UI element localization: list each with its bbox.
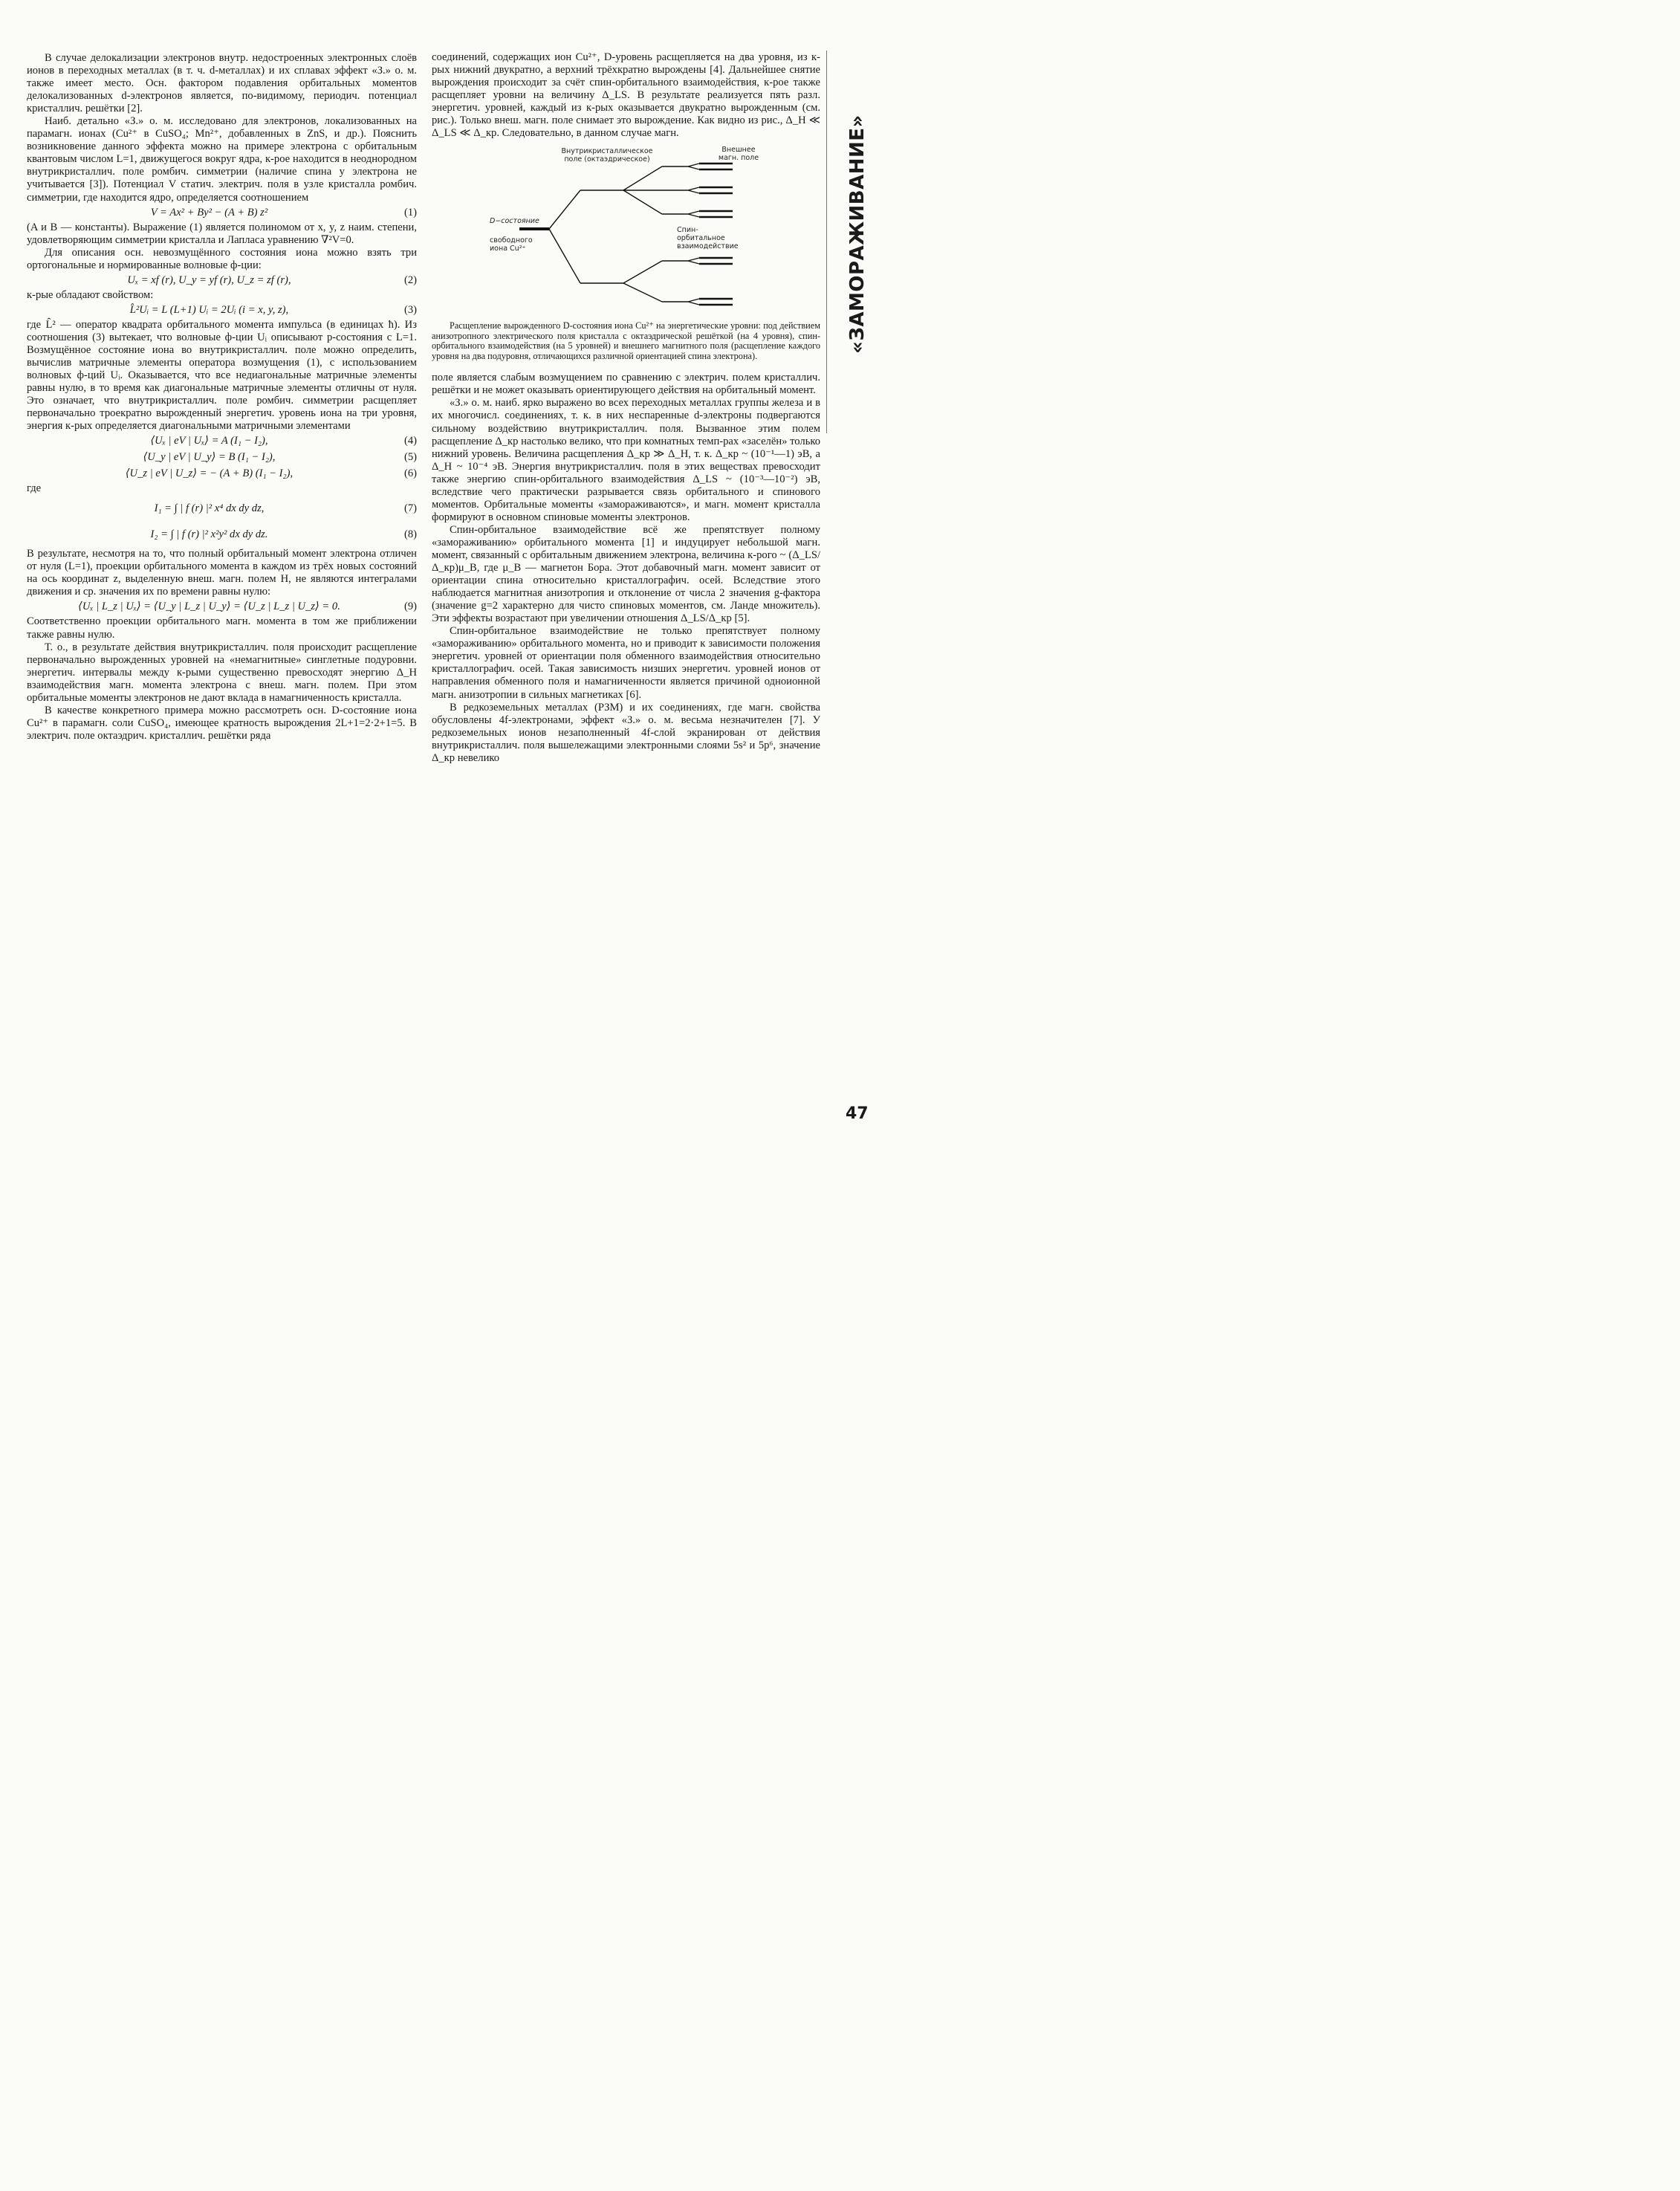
equation-5: ⟨U_y | eV | U_y⟩ = B (I₁ − I₂), (5) [143,451,417,464]
equation-9: ⟨Uₓ | L_z | Uₓ⟩ = ⟨U_y | L_z | U_y⟩ = ⟨U_z | L_z | U_z⟩ = 0. (9) [78,601,417,613]
paragraph: соединений, содержащих ион Cu²⁺, D-уровень расщепляется на два уровня, из к-рых нижний двукратно, а верхний трёхкратно вырождены [4]. Дальнейшее снятие вырождения происходит за счёт спин-орбитального взаимодействия, к-рое также расщепляет уровни на величину Δ_LS. В результате реализуется пять разл. энергетич. уровней, каждый из к-рых оказывается двукратно вырожденным (см. рис.). Только внеш. магн. поле снимает это вырождение. Как видно из рис., Δ_H ≪ Δ_LS ≪ Δ_кр. Следовательно, в данном случае магн. [432,51,820,140]
paragraph: Спин-орбитальное взаимодействие всё же препятствует полному «замораживанию» орбитального момента [1] и индуцирует небольшой магн. момент, связанный с орбитальным движением электрона, величина к-рого ~ (Δ_LS/Δ_кр)μ_B, где μ_B — магнетон Бора. Этот добавочный магн. момент зависит от ориентации спина относительно кристаллографич. осей. Вследствие этого наблюдается магнитная анизотропия и отклонение от числа 2 значения g-фактора (значение g=2 характерно для чисто спиновых моментов, см. Ланде множитель). Эти эффекты возрастают при увеличении отношения Δ_LS/Δ_кр [5]. [432,523,820,625]
paragraph: Для описания осн. невозмущённого состояния иона можно взять три ортогональные и нормированные волновые ф-ции: [27,246,417,271]
paragraph: поле является слабым возмущением по сравнению с электрич. полем кристаллич. решётки и не может оказывать ориентирующего действия на орбитальный момент. [432,372,820,397]
paragraph: В качестве конкретного примера можно рассмотреть осн. D-состояние иона Cu²⁺ в парамагн. соли CuSO₄, имеющее кратность вырождения 2L+1=2·2+1=5. В электрич. поле октаэдрич. кристаллич. решётки ряда [27,704,417,742]
paragraph: В результате, несмотря на то, что полный орбитальный момент электрона отличен от нуля (L=1), проекции орбитального момента в каждом из трёх новых состояний на ось координат z, выделенную внеш. магн. полем H, не являются интегралами движения и ср. значения их по времени равны нулю: [27,548,417,598]
so-branch [623,166,662,190]
so-branch [623,283,662,302]
equation-4: ⟨Uₓ | eV | Uₓ⟩ = A (I₁ − I₂), (4) [150,435,417,447]
paragraph: Наиб. детально «З.» о. м. исследовано для электронов, локализованных на парамагн. ионах (Cu²⁺ в CuSO₄; Mn²⁺, добавленных в ZnS, и др.). Пояснить возникновение данного эффекта можно на примере электрона с орбитальным квантовым числом L=1, движущегося вокруг ядра, к-рое находится в неоднородном внутрикристаллич. поле ромбич. симметрии (наличие спина у электрона не учитывается [3]). Потенциал V статич. электрич. поля в узле кристалла ромбич. симметрии, где находится ядро, определяется соотношением [27,115,417,204]
paragraph: Т. о., в результате действия внутрикристаллич. поля происходит расщепление первоначально вырожденных уровней на «немагнитные» синглетные подуровни. энергетич. интервалы между к-рыми существенно превосходят энергию Δ_H взаимодействия магн. момента электрона с внеш. магн. полем. При этом орбитальные моменты электронов не дают вклада в намагниченность кристалла. [27,641,417,704]
diagram-svg [432,146,820,318]
where-label: где [27,482,42,495]
label-spin-orbit: Спин-орбитальное взаимодействие [677,226,739,251]
so-branch [623,261,662,283]
equation-6: ⟨U_z | eV | U_z⟩ = − (A + B) (I₁ − I₂), (6) [125,467,417,480]
so-branch [623,190,662,214]
equation-1: V = Ax² + By² − (A + B) z² (1) [150,206,417,219]
paragraph: где L̂² — оператор квадрата орбитального момента импульса (в единицах ħ). Из соотношения (3) вытекает, что волновые ф-ции Uᵢ описывают p-состояния с L=1. Возмущённое состояние иона во внутрикристаллич. поле можно определить, вычислив матричные элементы оператора возмущения (1), с использованием волновых ф-ций Uᵢ. Оказывается, что все недиагональные матричные элементы равны нулю, в то время как диагональные матричные элементы отличны от нуля. Это означает, что внутрикристаллич. поле ромбич. симметрии расщепляет первоначально троекратно вырожденный энергетич. уровень иона на три уровня, энергия к-рых определяется диагональными матричными элементами [27,318,417,433]
column-rule [826,51,827,433]
split-branch-lower [549,229,580,283]
split-branch-upper [549,190,580,229]
equation-2: Uₓ = xf (r), U_y = yf (r), U_z = zf (r), (2) [127,274,417,286]
energy-level-diagram [432,146,820,318]
equation-7: I₁ = ∫ | f (r) |² x⁴ dx dy dz, (7) [154,502,417,514]
page-number: 47 [846,1104,869,1123]
paragraph: к-рые обладают свойством: [27,288,154,301]
label-external-field: Внешнее магн. поле [718,146,759,163]
figure-caption: Расщепление вырожденного D-состояния иона Cu²⁺ на энергетические уровни: под действием анизотропного электрического поля кристалла с октаэдрической решёткой (на 4 уровня), спин-орбитального взаимодействия (на 5 уровней) и внешнего магнитного поля (расщепление каждого уровня на два подуровня, отличающихся различной ориентацией спина электрона). [432,320,820,361]
paragraph: В редкоземельных металлах (РЗМ) и их соединениях, где магн. свойства обусловлены 4f-электронами, эффект «З.» о. м. весьма незначителен [7]. У редкоземельных ионов незаполненный 4f-слой экранирован от действия внутрикристаллич. поля вышележащими электронными слоями 5s² и 5p⁶, значение Δ_кр невелико [432,701,820,764]
label-crystal-field: Внутрикристаллическое поле (октаэдрическое) [561,147,653,164]
paragraph: Соответственно проекции орбитального магн. момента в том же приближении также равны нулю. [27,615,417,641]
paragraph: «З.» о. м. наиб. ярко выражено во всех переходных металлах группы железа и в их многочисл. соединениях, т. к. в них неспаренные d-электроны подвергаются сильному воздействию внутрикристаллич. поля. Вызванное этим полем расщепление Δ_кр настолько велико, что при комнатных темп-рах «заселён» только нижний уровень. Величина расщепления Δ_кр ≫ Δ_H, т. к. Δ_кр ~ (10⁻¹—1) эВ, а Δ_H ~ 10⁻⁴ эВ. Энергия внутрикристаллич. поля в этих веществах превосходит также энергию спин-орбитального взаимодействия Δ_LS ~ (10⁻³—10⁻²) эВ, вследствие чего практически разрывается связь орбитального и спинового моментов. Орбитальные моменты «замораживаются», и магн. момент кристалла формируют в основном спиновые моменты электронов. [432,397,820,523]
paragraph: Спин-орбитальное взаимодействие не только препятствует полному «замораживанию» орбитального момента, но и приводит к зависимости положения энергетич. уровней от ориентации поля обменного взаимодействия относительно кристаллографич. осей. Такая зависимость низших энергетич. уровней ионов от направления обменного поля и намагниченности является причиной одноионной магн. анизотропии в сильных магнетиках [6]. [432,625,820,701]
equation-8: I₂ = ∫ | f (r) |² x²y² dx dy dz. (8) [150,528,417,540]
paragraph: (A и B — константы). Выражение (1) является полиномом от x, y, z наим. степени, удовлетворяющим симметрии кристалла и Лапласа уравнению ∇²V=0. [27,221,417,246]
label-d-state: D−состояние [490,217,539,226]
paragraph: В случае делокализации электронов внутр. недостроенных электронных слоёв ионов в переходных металлах (в т. ч. d-металлах) и их сплавах эффект «З.» о. м. также имеет место. Осн. фактором подавления орбитальных моментов делокализованных d-электронов является, по-видимому, периодич. потенциал кристаллич. решётки [2]. [27,52,417,115]
left-column [27,52,417,742]
right-column [432,51,820,765]
label-free-ion: свободного иона Cu²⁺ [490,236,533,253]
section-title: «ЗАМОРАЖИВАНИЕ» [846,114,869,354]
equation-3: L̂²Uᵢ = L (L+1) Uᵢ = 2Uᵢ (i = x, y, z), (3) [129,303,417,316]
